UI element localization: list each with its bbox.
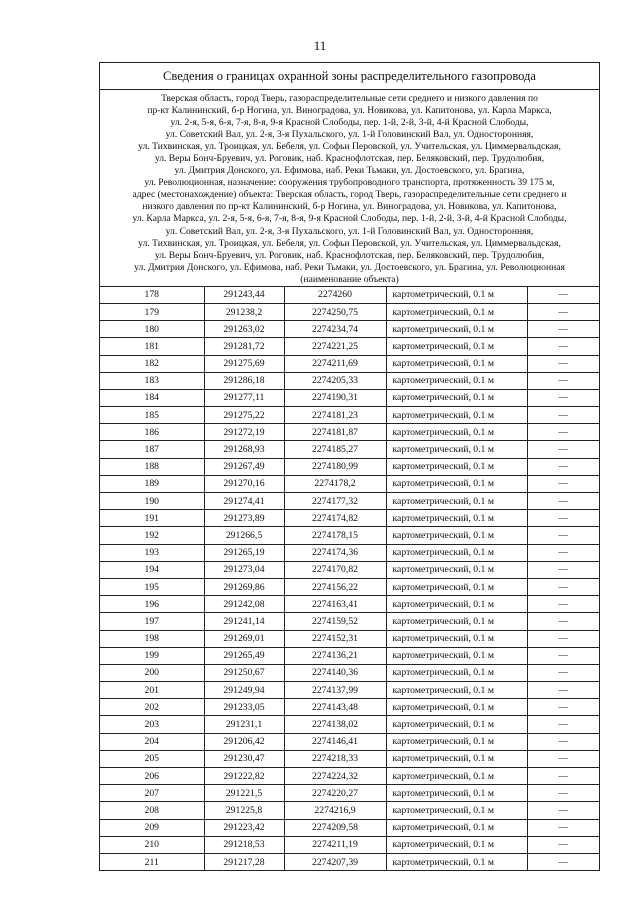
point-number: 200	[100, 664, 204, 681]
method-accuracy: картометрический, 0.1 м	[386, 303, 527, 320]
description-cell: —	[527, 785, 599, 802]
point-number: 188	[100, 458, 204, 475]
method-accuracy: картометрический, 0.1 м	[386, 424, 527, 441]
point-number: 192	[100, 527, 204, 544]
boundary-info-frame	[99, 62, 600, 871]
coord-x: 291270,16	[204, 475, 284, 492]
point-number: 178	[100, 286, 204, 303]
table-row	[100, 372, 599, 389]
point-number: 179	[100, 303, 204, 320]
method-accuracy: картометрический, 0.1 м	[386, 853, 527, 870]
description-line: ул. Тихвинская, ул. Троицкая, ул. Бебеля, ул. Софьи Перовской, ул. Учительская, ул. Циммервальдская,	[138, 141, 561, 153]
point-number: 193	[100, 544, 204, 561]
description-cell: —	[527, 424, 599, 441]
description-line: ул. Революционная, назначение: сооружения трубопроводного транспорта, протяженность 39 175 м,	[144, 177, 555, 189]
point-number: 208	[100, 802, 204, 819]
method-accuracy: картометрический, 0.1 м	[386, 475, 527, 492]
coord-y: 2274181,87	[284, 424, 386, 441]
description-line: ул. Дмитрия Донского, ул. Ефимова, наб. Реки Тьмаки, ул. Достоевского, ул. Брагина,	[174, 165, 525, 177]
point-number: 201	[100, 682, 204, 699]
method-accuracy: картометрический, 0.1 м	[386, 750, 527, 767]
point-number: 183	[100, 372, 204, 389]
point-number: 198	[100, 630, 204, 647]
coord-x: 291269,86	[204, 578, 284, 595]
coord-x: 291273,04	[204, 561, 284, 578]
point-number: 204	[100, 733, 204, 750]
description-cell: —	[527, 321, 599, 338]
coord-y: 2274250,75	[284, 303, 386, 320]
point-number: 180	[100, 321, 204, 338]
coord-x: 291206,42	[204, 733, 284, 750]
coord-x: 291241,14	[204, 613, 284, 630]
table-row	[100, 802, 599, 819]
table-row	[100, 596, 599, 613]
table-row	[100, 338, 599, 355]
point-number: 187	[100, 441, 204, 458]
coord-y: 2274220,27	[284, 785, 386, 802]
table-row	[100, 561, 599, 578]
table-row	[100, 716, 599, 733]
point-number: 209	[100, 819, 204, 836]
description-cell: —	[527, 768, 599, 785]
point-number: 205	[100, 750, 204, 767]
coord-x: 291274,41	[204, 493, 284, 510]
description-line: ул. Дмитрия Донского, ул. Ефимова, наб. Реки Тьмаки, ул. Достоевского, ул. Брагина, ул. Революционная	[134, 261, 565, 273]
description-cell: —	[527, 682, 599, 699]
coord-x: 291249,94	[204, 682, 284, 699]
point-number: 195	[100, 578, 204, 595]
coord-y: 2274221,25	[284, 338, 386, 355]
description-cell: —	[527, 716, 599, 733]
description-line: ул. Советский Вал, ул. 2-я, 3-я Пухальского, ул. 1-й Головинский Вал, ул. Односторонняя,	[165, 129, 534, 141]
description-cell: —	[527, 750, 599, 767]
point-number: 203	[100, 716, 204, 733]
method-accuracy: картометрический, 0.1 м	[386, 768, 527, 785]
coord-x: 291250,67	[204, 664, 284, 681]
description-cell: —	[527, 853, 599, 870]
coord-y: 2274260	[284, 286, 386, 303]
description-cell: —	[527, 836, 599, 853]
point-number: 182	[100, 355, 204, 372]
description-line: Тверская область, город Тверь, газораспределительные сети среднего и низкого давления по	[161, 93, 538, 104]
coord-x: 291272,19	[204, 424, 284, 441]
description-cell: —	[527, 475, 599, 492]
method-accuracy: картометрический, 0.1 м	[386, 389, 527, 406]
table-row	[100, 613, 599, 630]
coord-x: 291223,42	[204, 819, 284, 836]
description-cell: —	[527, 303, 599, 320]
point-number: 184	[100, 389, 204, 406]
description-cell: —	[527, 699, 599, 716]
table-row	[100, 475, 599, 492]
method-accuracy: картометрический, 0.1 м	[386, 802, 527, 819]
method-accuracy: картометрический, 0.1 м	[386, 596, 527, 613]
description-line: ул. Тихвинская, ул. Троицкая, ул. Бебеля, ул. Софьи Перовской, ул. Учительская, ул. Циммервальдская,	[138, 237, 561, 249]
coord-x: 291217,28	[204, 853, 284, 870]
description-cell: —	[527, 338, 599, 355]
table-row	[100, 458, 599, 475]
coord-y: 2274138,02	[284, 716, 386, 733]
table-row	[100, 750, 599, 767]
description-caption: (наименование объекта)	[300, 273, 399, 285]
description-cell: —	[527, 355, 599, 372]
coord-y: 2274177,32	[284, 493, 386, 510]
description-cell: —	[527, 493, 599, 510]
coord-x: 291268,93	[204, 441, 284, 458]
document-title: Сведения о границах охранной зоны распределительного газопровода	[100, 63, 599, 90]
point-number: 199	[100, 647, 204, 664]
point-number: 190	[100, 493, 204, 510]
coord-y: 2274143,48	[284, 699, 386, 716]
coord-y: 2274211,69	[284, 355, 386, 372]
table-row	[100, 819, 599, 836]
coord-x: 291231,1	[204, 716, 284, 733]
method-accuracy: картометрический, 0.1 м	[386, 441, 527, 458]
table-row	[100, 853, 599, 870]
method-accuracy: картометрический, 0.1 м	[386, 836, 527, 853]
description-line: ул. 2-я, 5-я, 6-я, 7-я, 8-я, 9-я Красной Слободы, пер. 1-й, 2-й, 3-й, 4-й Красной Слободы,	[170, 117, 529, 129]
point-number: 211	[100, 853, 204, 870]
method-accuracy: картометрический, 0.1 м	[386, 338, 527, 355]
point-number: 196	[100, 596, 204, 613]
description-cell: —	[527, 664, 599, 681]
description-line: ул. Веры Бонч-Бруевич, ул. Роговик, наб. Краснофлотская, пер. Беляковский, пер. Трудолюбия,	[154, 249, 545, 261]
method-accuracy: картометрический, 0.1 м	[386, 682, 527, 699]
coordinates-table-body	[100, 286, 599, 870]
description-cell: —	[527, 596, 599, 613]
method-accuracy: картометрический, 0.1 м	[386, 733, 527, 750]
table-row	[100, 544, 599, 561]
coord-x: 291238,2	[204, 303, 284, 320]
method-accuracy: картометрический, 0.1 м	[386, 355, 527, 372]
method-accuracy: картометрический, 0.1 м	[386, 578, 527, 595]
point-number: 210	[100, 836, 204, 853]
coord-x: 291222,82	[204, 768, 284, 785]
description-cell: —	[527, 630, 599, 647]
coord-x: 291267,49	[204, 458, 284, 475]
coord-x: 291275,22	[204, 407, 284, 424]
coord-x: 291225,8	[204, 802, 284, 819]
coord-y: 2274181,23	[284, 407, 386, 424]
method-accuracy: картометрический, 0.1 м	[386, 630, 527, 647]
coord-x: 291286,18	[204, 372, 284, 389]
coord-x: 291269,01	[204, 630, 284, 647]
table-row	[100, 355, 599, 372]
description-cell: —	[527, 544, 599, 561]
method-accuracy: картометрический, 0.1 м	[386, 372, 527, 389]
point-number: 186	[100, 424, 204, 441]
point-number: 207	[100, 785, 204, 802]
table-row	[100, 441, 599, 458]
coord-x: 291230,47	[204, 750, 284, 767]
method-accuracy: картометрический, 0.1 м	[386, 699, 527, 716]
table-row	[100, 647, 599, 664]
coord-y: 2274205,33	[284, 372, 386, 389]
table-row	[100, 664, 599, 681]
point-number: 202	[100, 699, 204, 716]
coord-x: 291218,53	[204, 836, 284, 853]
table-row	[100, 785, 599, 802]
object-description	[100, 90, 599, 286]
method-accuracy: картометрический, 0.1 м	[386, 716, 527, 733]
coord-x: 291266,5	[204, 527, 284, 544]
coord-y: 2274180,99	[284, 458, 386, 475]
description-cell: —	[527, 510, 599, 527]
description-cell: —	[527, 802, 599, 819]
coord-y: 2274216,9	[284, 802, 386, 819]
coord-y: 2274159,52	[284, 613, 386, 630]
description-line: ул. Веры Бонч-Бруевич, ул. Роговик, наб. Краснофлотская, пер. Беляковский, пер. Трудолюбия,	[154, 153, 545, 165]
method-accuracy: картометрический, 0.1 м	[386, 527, 527, 544]
coord-y: 2274209,58	[284, 819, 386, 836]
coord-x: 291233,05	[204, 699, 284, 716]
coord-x: 291277,11	[204, 389, 284, 406]
table-row	[100, 836, 599, 853]
coord-x: 291242,08	[204, 596, 284, 613]
table-row	[100, 303, 599, 320]
coord-y: 2274218,33	[284, 750, 386, 767]
point-number: 197	[100, 613, 204, 630]
method-accuracy: картометрический, 0.1 м	[386, 458, 527, 475]
coord-x: 291221,5	[204, 785, 284, 802]
coord-y: 2274174,36	[284, 544, 386, 561]
method-accuracy: картометрический, 0.1 м	[386, 407, 527, 424]
description-line: адрес (местонахождение) объекта: Тверская область, город Тверь, газораспределительные сети среднего и	[132, 189, 567, 201]
method-accuracy: картометрический, 0.1 м	[386, 613, 527, 630]
coordinates-table	[100, 286, 599, 870]
coord-y: 2274174,82	[284, 510, 386, 527]
coord-y: 2274170,82	[284, 561, 386, 578]
description-cell: —	[527, 407, 599, 424]
coord-x: 291265,19	[204, 544, 284, 561]
description-line: пр-кт Калининский, б-р Ногина, ул. Виноградова, ул. Новикова, ул. Капитонова, ул. Карла Маркса,	[147, 105, 552, 117]
description-cell: —	[527, 527, 599, 544]
table-row	[100, 407, 599, 424]
description-cell: —	[527, 389, 599, 406]
coord-y: 2274185,27	[284, 441, 386, 458]
method-accuracy: картометрический, 0.1 м	[386, 510, 527, 527]
table-row	[100, 389, 599, 406]
method-accuracy: картометрический, 0.1 м	[386, 321, 527, 338]
coord-y: 2274163,41	[284, 596, 386, 613]
description-line: ул. Советский Вал, ул. 2-я, 3-я Пухальского, ул. 1-й Головинский Вал, ул. Односторонняя,	[165, 225, 534, 237]
method-accuracy: картометрический, 0.1 м	[386, 647, 527, 664]
coord-y: 2274234,74	[284, 321, 386, 338]
description-cell: —	[527, 647, 599, 664]
point-number: 206	[100, 768, 204, 785]
point-number: 189	[100, 475, 204, 492]
coord-x: 291273,89	[204, 510, 284, 527]
point-number: 185	[100, 407, 204, 424]
coord-y: 2274178,15	[284, 527, 386, 544]
coord-x: 291275,69	[204, 355, 284, 372]
description-cell: —	[527, 819, 599, 836]
coord-y: 2274207,39	[284, 853, 386, 870]
method-accuracy: картометрический, 0.1 м	[386, 664, 527, 681]
description-cell: —	[527, 458, 599, 475]
page-number: 11	[313, 38, 327, 53]
description-cell: —	[527, 613, 599, 630]
table-row	[100, 286, 599, 303]
coord-y: 2274224,32	[284, 768, 386, 785]
description-line: низкого давления по пр-кт Калининский, б-р Ногина, ул. Виноградова, ул. Новикова, ул. Капитонова,	[142, 201, 557, 213]
description-cell: —	[527, 441, 599, 458]
coord-y: 2274146,41	[284, 733, 386, 750]
coord-y: 2274190,31	[284, 389, 386, 406]
coord-x: 291265,49	[204, 647, 284, 664]
table-row	[100, 578, 599, 595]
coord-y: 2274156,22	[284, 578, 386, 595]
point-number: 181	[100, 338, 204, 355]
coord-y: 2274136,21	[284, 647, 386, 664]
method-accuracy: картометрический, 0.1 м	[386, 286, 527, 303]
description-cell: —	[527, 578, 599, 595]
point-number: 191	[100, 510, 204, 527]
table-row	[100, 630, 599, 647]
coord-x: 291243,44	[204, 286, 284, 303]
table-row	[100, 682, 599, 699]
description-line: ул. Карла Маркса, ул. 2-я, 5-я, 6-я, 7-я, 8-я, 9-я Красной Слободы, пер. 1-й, 2-й, 3-й, 4-й Красной Слободы,	[132, 213, 567, 225]
coord-y: 2274211,19	[284, 836, 386, 853]
method-accuracy: картометрический, 0.1 м	[386, 544, 527, 561]
coord-y: 2274178,2	[284, 475, 386, 492]
coord-x: 291281,72	[204, 338, 284, 355]
table-row	[100, 510, 599, 527]
method-accuracy: картометрический, 0.1 м	[386, 561, 527, 578]
table-row	[100, 527, 599, 544]
coord-y: 2274152,31	[284, 630, 386, 647]
point-number: 194	[100, 561, 204, 578]
table-row	[100, 493, 599, 510]
table-row	[100, 321, 599, 338]
table-row	[100, 699, 599, 716]
coord-y: 2274140,36	[284, 664, 386, 681]
method-accuracy: картометрический, 0.1 м	[386, 819, 527, 836]
method-accuracy: картометрический, 0.1 м	[386, 493, 527, 510]
description-cell: —	[527, 372, 599, 389]
method-accuracy: картометрический, 0.1 м	[386, 785, 527, 802]
description-cell: —	[527, 561, 599, 578]
table-row	[100, 733, 599, 750]
description-cell: —	[527, 286, 599, 303]
description-cell: —	[527, 733, 599, 750]
table-row	[100, 768, 599, 785]
table-row	[100, 424, 599, 441]
coord-y: 2274137,99	[284, 682, 386, 699]
coord-x: 291263,02	[204, 321, 284, 338]
